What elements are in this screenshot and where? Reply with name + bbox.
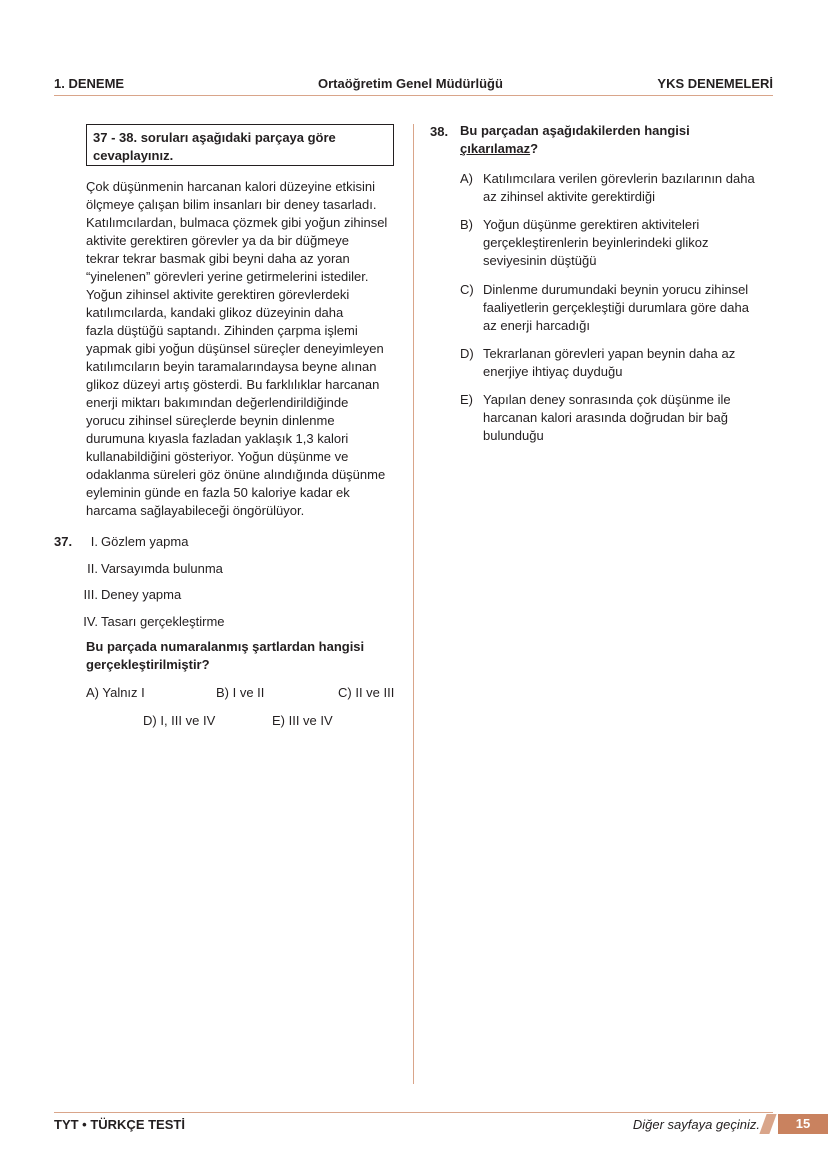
q38-stem <box>460 122 690 158</box>
passage-line: yorucu zihinsel süreçlerde beynin dinlenme <box>86 413 335 428</box>
next-page-note: Diğer sayfaya geçiniz. <box>632 1117 760 1132</box>
passage-line: enerji miktarı bakımından değerlendirildiğinde <box>86 395 349 410</box>
passage-line: durumuna kıyasla fazladan yaklaşık 1,3 kalori <box>86 431 349 446</box>
q37-item-text: Varsayımda bulunma <box>101 560 223 576</box>
q37-option-e[interactable]: E) III ve IV <box>272 713 333 728</box>
q38-stem-end: ? <box>530 141 539 156</box>
option-letter: D) <box>460 346 474 361</box>
q38-stem-underlined: çıkarılamaz <box>460 141 531 156</box>
passage-line: ölçmeye çalışan bilim insanları bir deney tasarladı. <box>86 197 377 212</box>
q37-item-text: Deney yapma <box>101 587 182 602</box>
passage-line: kullanabildiğini gösteriyor. Yoğun düşünme ve <box>86 449 349 464</box>
q37-stem-line: Bu parçada numaralanmış şartlardan hangisi <box>86 639 365 654</box>
option-line: az zihinsel aktivite gerektirdiği <box>483 189 655 204</box>
option-line: bulunduğu <box>483 428 544 443</box>
footer-left: TYT • TÜRKÇE TESTİ <box>54 1117 185 1132</box>
passage-line: “yinelenen” görevleri yerine getirmelerini istediler. <box>86 269 369 284</box>
header-rule <box>54 95 773 96</box>
q37-option-b[interactable]: B) I ve II <box>216 685 265 700</box>
q37-stem <box>86 638 364 674</box>
option-line: seviyesinin düştüğü <box>483 253 597 268</box>
option-letter: E) <box>460 392 473 407</box>
option-letter: B) <box>460 217 473 232</box>
header-right: YKS DENEMELERİ <box>657 76 773 91</box>
passage-line: Çok düşünmenin harcanan kalori düzeyine etkisini <box>86 179 376 194</box>
page-number-stripe <box>759 1114 776 1134</box>
q37-item-number: III. <box>83 587 98 602</box>
q37-stem-line: gerçekleştirilmiştir? <box>86 657 210 672</box>
passage-line: eyleminin günde en fazla 50 kaloriye kadar ek <box>86 485 350 500</box>
page-number: 15 <box>778 1114 828 1134</box>
option-text <box>483 345 735 381</box>
passage-line: aktivite gerektiren görevler ya da bir düğmeye <box>86 233 350 248</box>
option-line: Dinlenme durumundaki beynin yorucu zihinsel <box>483 282 749 297</box>
passage-line: katılımcılarda, kandaki glikoz düzeyinin daha <box>86 305 344 320</box>
option-text <box>483 281 749 335</box>
option-text <box>483 391 731 445</box>
option-line: az enerji harcadığı <box>483 318 590 333</box>
q37-item-text: Tasarı gerçekleştirme <box>101 613 225 629</box>
header-center: Ortaöğretim Genel Müdürlüğü <box>318 76 503 91</box>
footer-rule <box>54 1112 773 1113</box>
q38-number: 38. <box>430 124 449 139</box>
option-letter: C) <box>460 282 474 297</box>
option-line: faaliyetlerin gerçekleştiği durumlara göre daha <box>483 300 749 315</box>
q37-number: 37. <box>54 534 73 549</box>
option-line: harcanan kalori arasında doğrudan bir bağ <box>483 410 729 425</box>
passage-line: katılımcıların beyin taramalarındaysa beyne alınan <box>86 359 377 374</box>
option-line: gerçekleştirenlerin beyinlerindeki glikoz <box>483 235 709 250</box>
passage-line: tekrar tekrar basmak gibi beyni daha az yoran <box>86 251 350 266</box>
q37-item-number: I. <box>90 534 98 549</box>
q37-option-d[interactable]: D) I, III ve IV <box>143 713 216 728</box>
q37-item-number: II. <box>87 560 98 576</box>
q37-item-text: Gözlem yapma <box>101 534 189 549</box>
instruction-box <box>86 124 394 166</box>
passage-line: fazla düştüğü saptandı. Zihinden çarpma işlemi <box>86 323 358 338</box>
q37-option-a[interactable]: A) Yalnız I <box>86 685 145 700</box>
option-line: Yapılan deney sonrasında çok düşünme ile <box>483 392 731 407</box>
passage-line: Katılımcılardan, bulmaca çözmek gibi yoğun zihinsel <box>86 215 388 230</box>
column-divider <box>413 124 414 1084</box>
option-line: Yoğun düşünme gerektiren aktiviteleri <box>483 217 700 232</box>
option-text <box>483 216 708 270</box>
passage-line: yapmak gibi yoğun düşünsel süreçler deneyimleyen <box>86 341 384 356</box>
passage-line: Yoğun zihinsel aktivite gerektiren görevlerdeki <box>86 287 350 302</box>
option-line: enerjiye ihtiyaç duyduğu <box>483 364 623 379</box>
passage-line: odaklanma süreleri göz önüne alındığında düşünme <box>86 467 386 482</box>
passage-line: glikoz düzeyi artış gösterdi. Bu farklılıklar harcanan <box>86 377 380 392</box>
passage <box>86 178 387 520</box>
passage-line: harcama sağlayabileceği öngörülüyor. <box>86 503 305 518</box>
instruction-line: 37 - 38. soruları aşağıdaki parçaya göre <box>93 130 336 145</box>
q37-option-c[interactable]: C) II ve III <box>338 685 395 700</box>
option-letter: A) <box>460 171 473 186</box>
option-text <box>483 170 755 206</box>
header-left: 1. DENEME <box>54 76 125 91</box>
option-line: Tekrarlanan görevleri yapan beynin daha az <box>483 346 736 361</box>
instruction-line: cevaplayınız. <box>93 148 174 163</box>
q37-item-number: IV. <box>83 613 98 629</box>
option-line: Katılımcılara verilen görevlerin bazılarının daha <box>483 171 755 186</box>
q38-stem-line: Bu parçadan aşağıdakilerden hangisi <box>460 123 690 138</box>
